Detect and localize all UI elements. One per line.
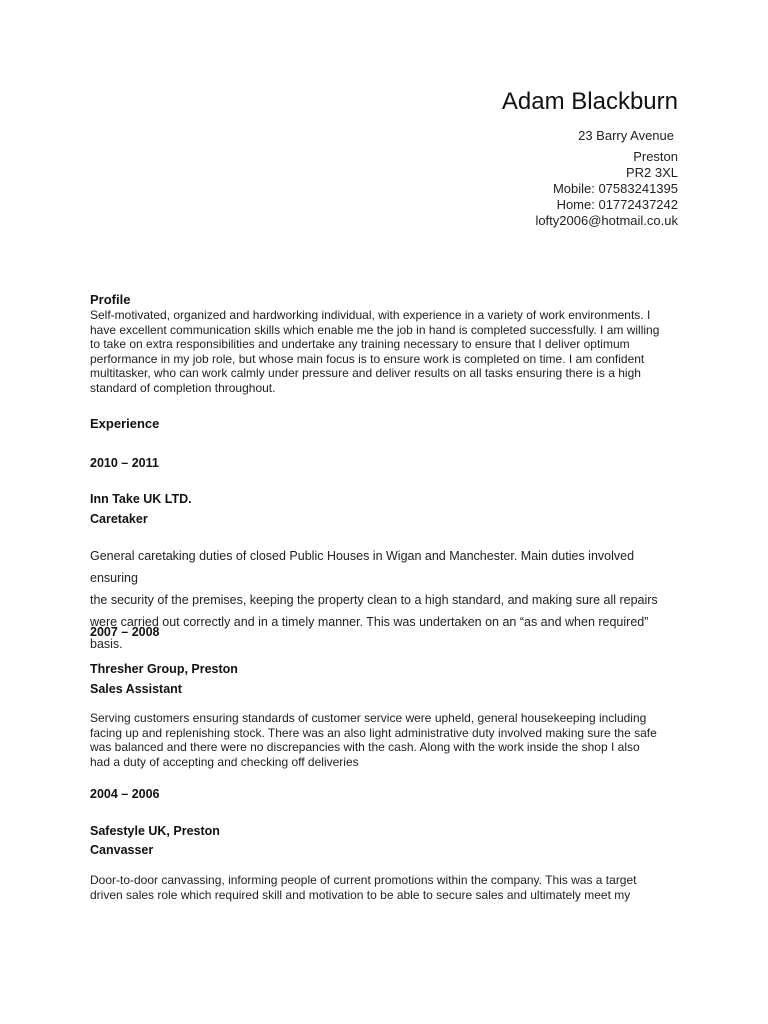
job-company: Thresher Group, Preston [90, 662, 238, 676]
job-description-line: the security of the premises, keeping the property clean to a high standard, and making sure all repairs [90, 593, 658, 607]
email-address: lofty2006@hotmail.co.uk [535, 213, 678, 228]
job-description-line: were carried out correctly and in a timely manner. This was undertaken on an “as and when required” basis. [90, 615, 649, 651]
profile-line: have excellent communication skills which enable me the job in hand is completed successfully. I am willing [90, 322, 660, 337]
job-description-line: was balanced and there were no discrepancies with the cash. Along with the work inside the shop I also [90, 740, 640, 754]
job-dates: 2004 – 2006 [90, 787, 160, 801]
job-description-line: Serving customers ensuring standards of customer service were upheld, general housekeeping including [90, 711, 647, 725]
job-description [90, 545, 678, 655]
job-dates: 2010 – 2011 [90, 456, 159, 470]
profile-paragraph [90, 308, 678, 395]
job-company: Safestyle UK, Preston [90, 824, 220, 838]
address-line-postcode: PR2 3XL [625, 165, 678, 180]
address-line-street: 23 Barry Avenue [578, 128, 674, 143]
profile-line: to take on extra responsibilities and undertake any training necessary to ensure that I deliver optimum [90, 337, 630, 351]
home-number: Home: 01772437242 [556, 197, 678, 212]
job-role: Sales Assistant [90, 682, 182, 696]
job-description-line: driven sales role which required skill and motivation to be able to secure sales and ultimately meet my [90, 887, 631, 902]
job-role: Canvasser [90, 843, 154, 857]
job-description [90, 873, 678, 902]
address-line-town: Preston [633, 149, 678, 164]
profile-heading: Profile [90, 292, 131, 307]
profile-line: performance in my job role, but whose main focus is to ensure work is completed on time. I am confident [90, 351, 645, 366]
mobile-number: Mobile: 07583241395 [552, 181, 678, 196]
job-description-line: facing up and replenishing stock. There was an also light administrative duty involved making sure the safe [90, 725, 657, 740]
job-description-line: General caretaking duties of closed Public Houses in Wigan and Manchester. Main duties involved ensuring [90, 549, 635, 585]
job-company: Inn Take UK LTD. [90, 492, 192, 506]
job-description-line: Door-to-door canvassing, informing people of current promotions within the company. This was a target [90, 873, 637, 887]
candidate-name: Adam Blackburn [501, 88, 678, 115]
profile-line: standard of completion throughout. [90, 380, 276, 395]
job-description [90, 711, 678, 769]
profile-line: Self-motivated, organized and hardworking individual, with experience in a variety of work environments. I [90, 308, 651, 322]
job-role: Caretaker [90, 512, 148, 526]
job-dates: 2007 – 2008 [90, 625, 160, 639]
experience-heading: Experience [90, 416, 160, 431]
profile-line: multitasker, who can work calmly under pressure and deliver results on all tasks ensuring there is a high [90, 366, 641, 380]
job-description-line: had a duty of accepting and checking off deliveries [90, 754, 359, 769]
